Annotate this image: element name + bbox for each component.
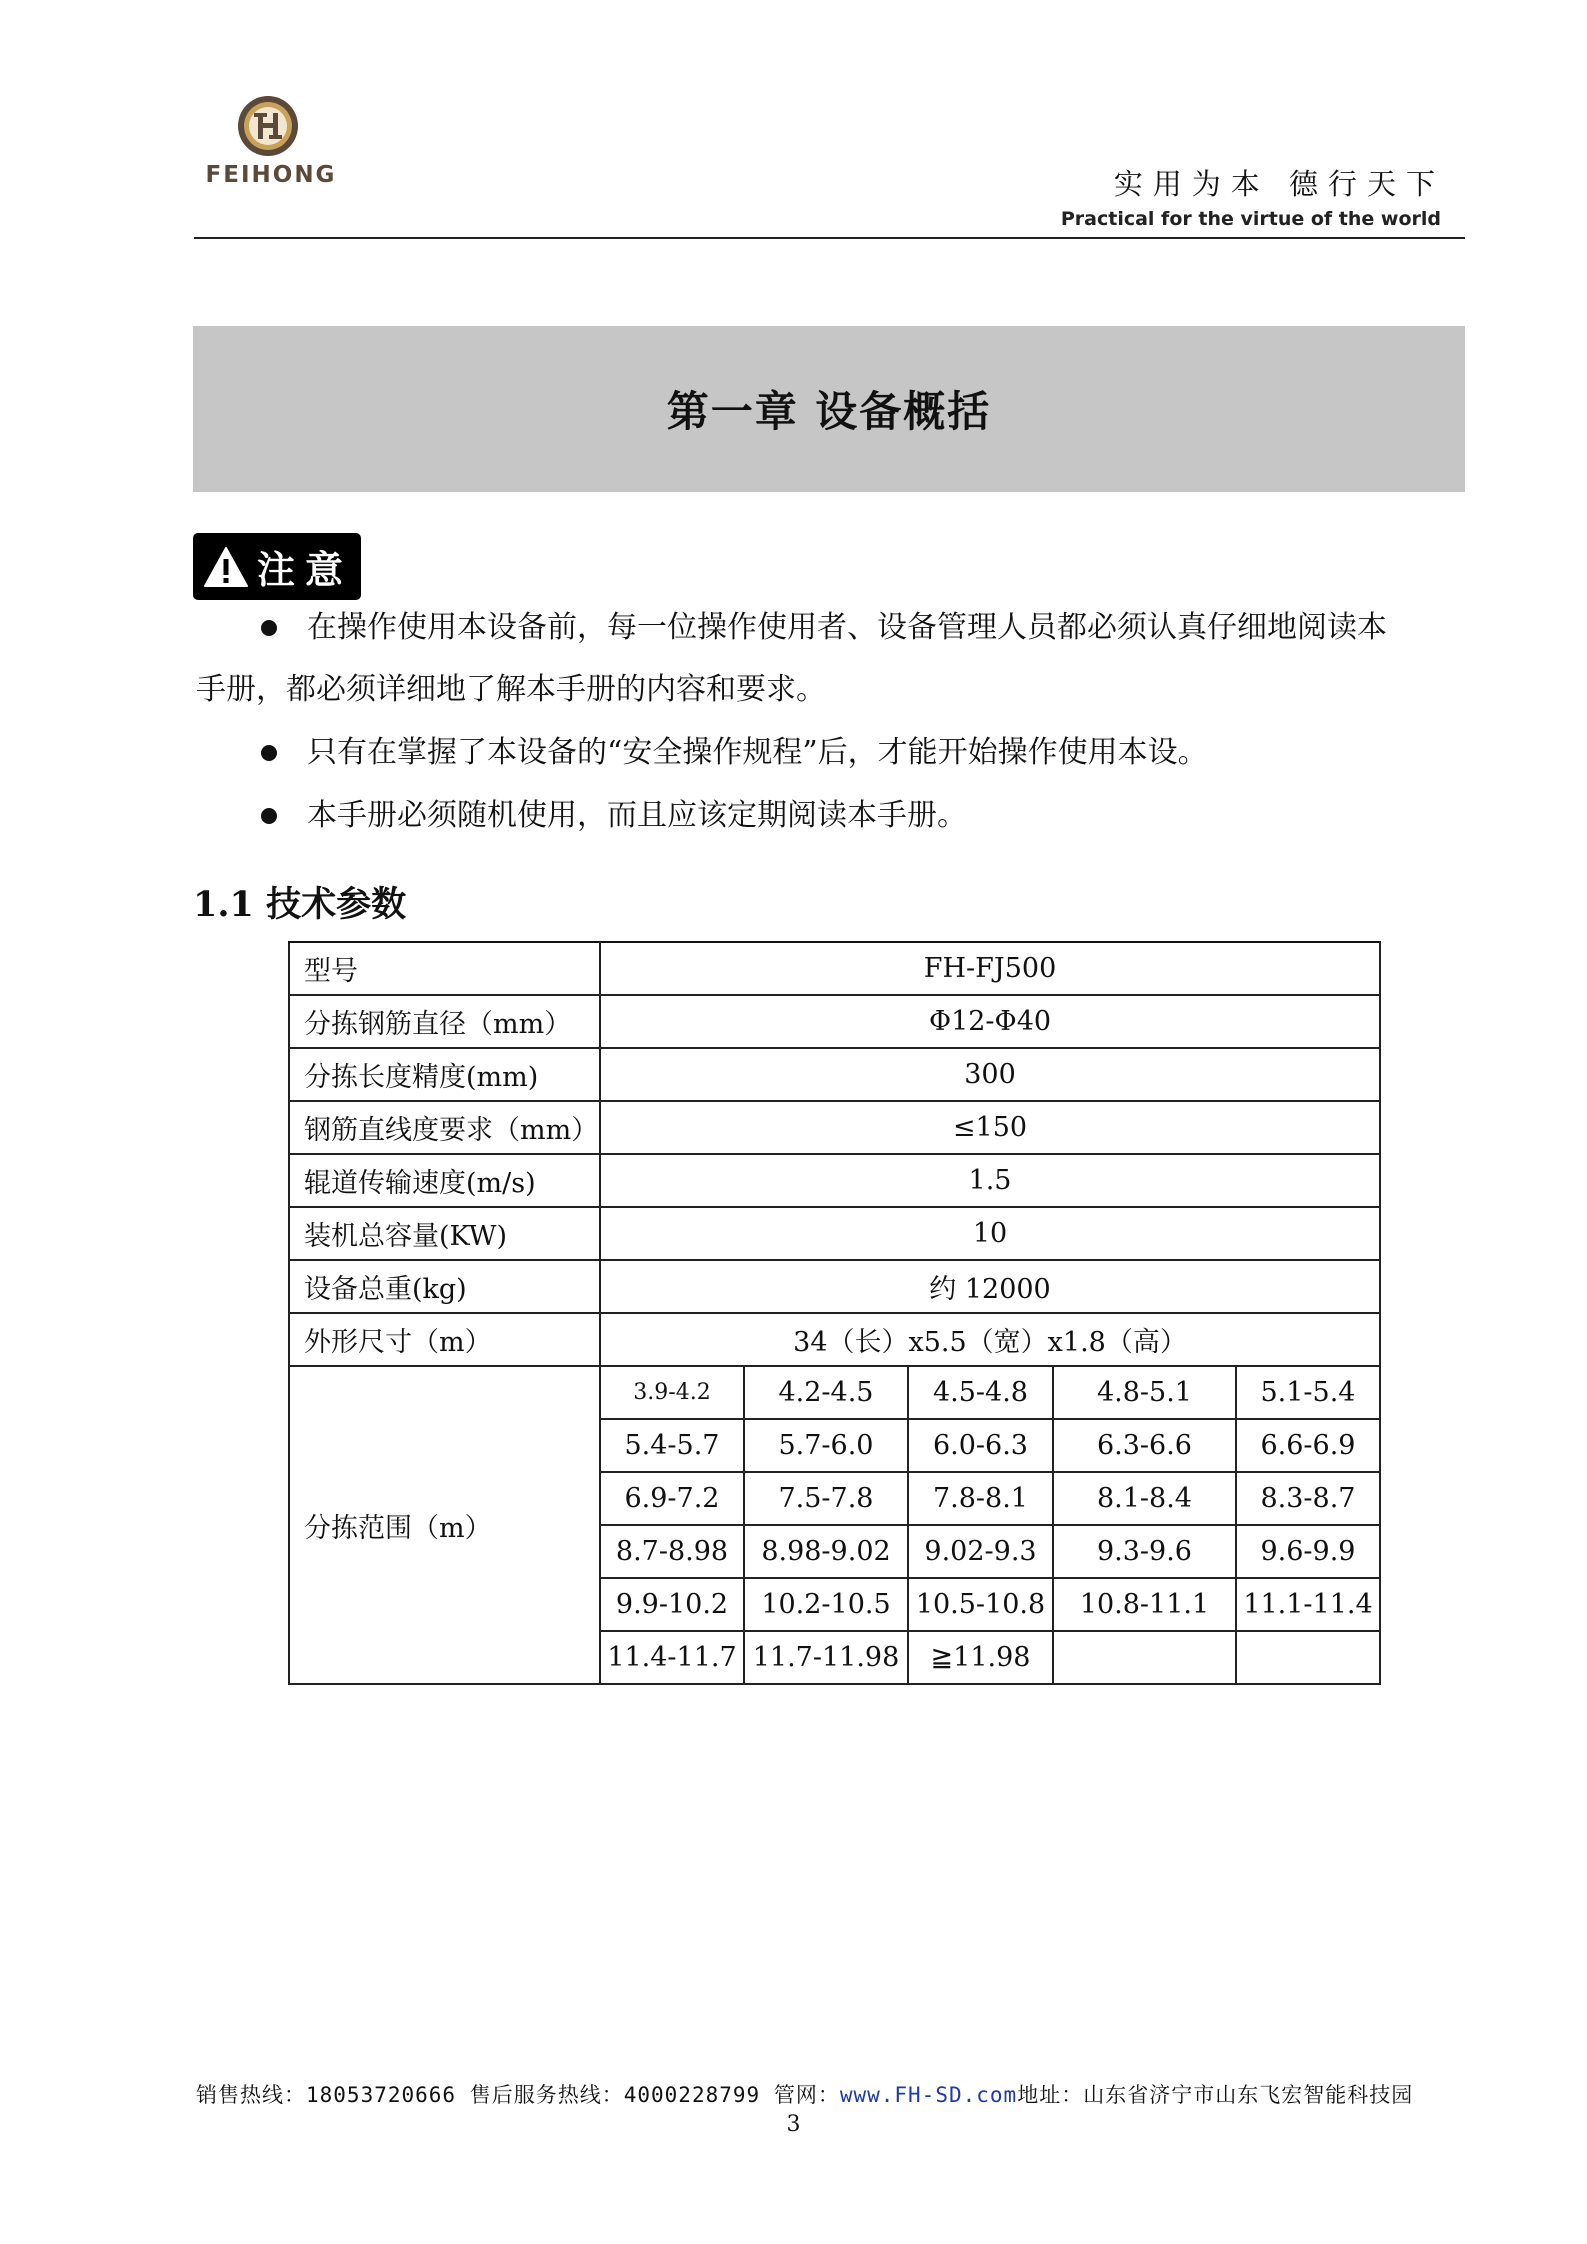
notice-label: 注意 <box>257 548 354 592</box>
logo-text: FEIHONG <box>205 162 337 188</box>
service-hotline-number: 4000228799 <box>623 2083 761 2107</box>
spec-row <box>289 1313 1380 1366</box>
range-cell: 9.3-9.6 <box>1053 1525 1236 1578</box>
range-cell: 8.3-8.7 <box>1236 1472 1380 1525</box>
sales-hotline-number: 18053720666 <box>306 2083 457 2107</box>
address-label: 地址： <box>1017 2083 1084 2107</box>
notice-bullet-1-line-1: 在操作使用本设备前，每一位操作使用者、设备管理人员都必须认真仔细地阅读本 <box>307 610 1387 645</box>
notice-badge <box>193 533 361 600</box>
range-cell: 6.3-6.6 <box>1053 1419 1236 1472</box>
spec-value: 1.5 <box>600 1154 1380 1207</box>
range-cell: 6.6-6.9 <box>1236 1419 1380 1472</box>
page-number: 3 <box>786 2112 801 2137</box>
range-cell: 7.5-7.8 <box>744 1472 908 1525</box>
service-hotline-label: 售后服务热线： <box>469 2083 624 2107</box>
spec-value: Φ12-Φ40 <box>600 995 1380 1048</box>
chapter-title: 第一章 设备概括 <box>666 387 992 436</box>
bullet-dot <box>261 745 277 761</box>
spec-row <box>289 942 1380 995</box>
section-title: 1.1 技术参数 <box>193 884 407 925</box>
notice-bullet-1-line-2: 手册，都必须详细地了解本手册的内容和要求。 <box>196 672 826 707</box>
feihong-logo-icon <box>236 94 300 158</box>
spec-label: 辊道传输速度(m/s) <box>289 1154 600 1207</box>
range-cell: 4.8-5.1 <box>1053 1366 1236 1419</box>
range-cell: 5.1-5.4 <box>1236 1366 1380 1419</box>
bullet-dot <box>261 808 277 824</box>
spec-value: FH-FJ500 <box>600 942 1380 995</box>
chapter-banner <box>193 326 1465 492</box>
range-cell: 6.0-6.3 <box>908 1419 1053 1472</box>
spec-row <box>289 1048 1380 1101</box>
range-cell: 5.4-5.7 <box>600 1419 744 1472</box>
spec-value: 约 12000 <box>600 1260 1380 1313</box>
spec-label: 外形尺寸（m） <box>289 1313 600 1366</box>
spec-label: 设备总重(kg) <box>289 1260 600 1313</box>
bullet-dot <box>261 620 277 636</box>
spec-value: ≤150 <box>600 1101 1380 1154</box>
range-cell: 5.7-6.0 <box>744 1419 908 1472</box>
spec-row <box>289 1154 1380 1207</box>
range-cell: 10.5-10.8 <box>908 1578 1053 1631</box>
spec-label: 钢筋直线度要求（mm） <box>289 1101 600 1154</box>
notice-bullet-2: 只有在掌握了本设备的“安全操作规程”后，才能开始操作使用本设。 <box>307 735 1208 770</box>
range-cell: 10.8-11.1 <box>1053 1578 1236 1631</box>
spec-row <box>289 1260 1380 1313</box>
address-text: 山东省济宁市山东飞宏智能科技园 <box>1083 2083 1414 2107</box>
range-cell: 4.2-4.5 <box>744 1366 908 1419</box>
spec-value: 300 <box>600 1048 1380 1101</box>
range-cell: 7.8-8.1 <box>908 1472 1053 1525</box>
spec-label: 分拣钢筋直径（mm） <box>289 995 600 1048</box>
website-link[interactable]: www.FH-SD.com <box>839 2083 1018 2107</box>
spec-label: 型号 <box>289 942 600 995</box>
website-label: 管网： <box>773 2083 840 2107</box>
notice-bullet-3: 本手册必须随机使用，而且应该定期阅读本手册。 <box>307 798 967 833</box>
spec-label: 分拣长度精度(mm) <box>289 1048 600 1101</box>
range-cell: 6.9-7.2 <box>600 1472 744 1525</box>
range-cell: 10.2-10.5 <box>744 1578 908 1631</box>
company-logo <box>196 92 346 192</box>
range-cell: 9.02-9.3 <box>908 1525 1053 1578</box>
page-footer <box>196 2079 1436 2109</box>
tech-spec-table <box>288 941 1381 1685</box>
range-cell: 11.1-11.4 <box>1236 1578 1380 1631</box>
spec-row <box>289 1101 1380 1154</box>
range-cell: 9.6-9.9 <box>1236 1525 1380 1578</box>
sales-hotline-label: 销售热线： <box>196 2083 306 2107</box>
motto-english: Practical for the virtue of the world <box>1060 208 1441 230</box>
range-cell: 9.9-10.2 <box>600 1578 744 1631</box>
spec-row <box>289 995 1380 1048</box>
range-cell: 3.9-4.2 <box>600 1366 744 1419</box>
spec-label: 装机总容量(KW) <box>289 1207 600 1260</box>
range-cell: 4.5-4.8 <box>908 1366 1053 1419</box>
range-cell: 8.98-9.02 <box>744 1525 908 1578</box>
range-cell: 11.7-11.98 <box>744 1631 908 1684</box>
motto-chinese: 实用为本 德行天下 <box>1113 167 1445 201</box>
range-cell <box>1053 1631 1236 1684</box>
range-label: 分拣范围（m） <box>289 1366 600 1684</box>
range-cell <box>1236 1631 1380 1684</box>
header-divider <box>194 237 1465 239</box>
spec-row <box>289 1207 1380 1260</box>
spec-value: 10 <box>600 1207 1380 1260</box>
warning-triangle-icon <box>203 546 249 588</box>
spec-value: 34（长）x5.5（宽）x1.8（高） <box>600 1313 1380 1366</box>
range-cell: 8.7-8.98 <box>600 1525 744 1578</box>
range-cell: 11.4-11.7 <box>600 1631 744 1684</box>
range-cell: ≧11.98 <box>908 1631 1053 1684</box>
range-row <box>289 1366 1380 1419</box>
range-cell: 8.1-8.4 <box>1053 1472 1236 1525</box>
